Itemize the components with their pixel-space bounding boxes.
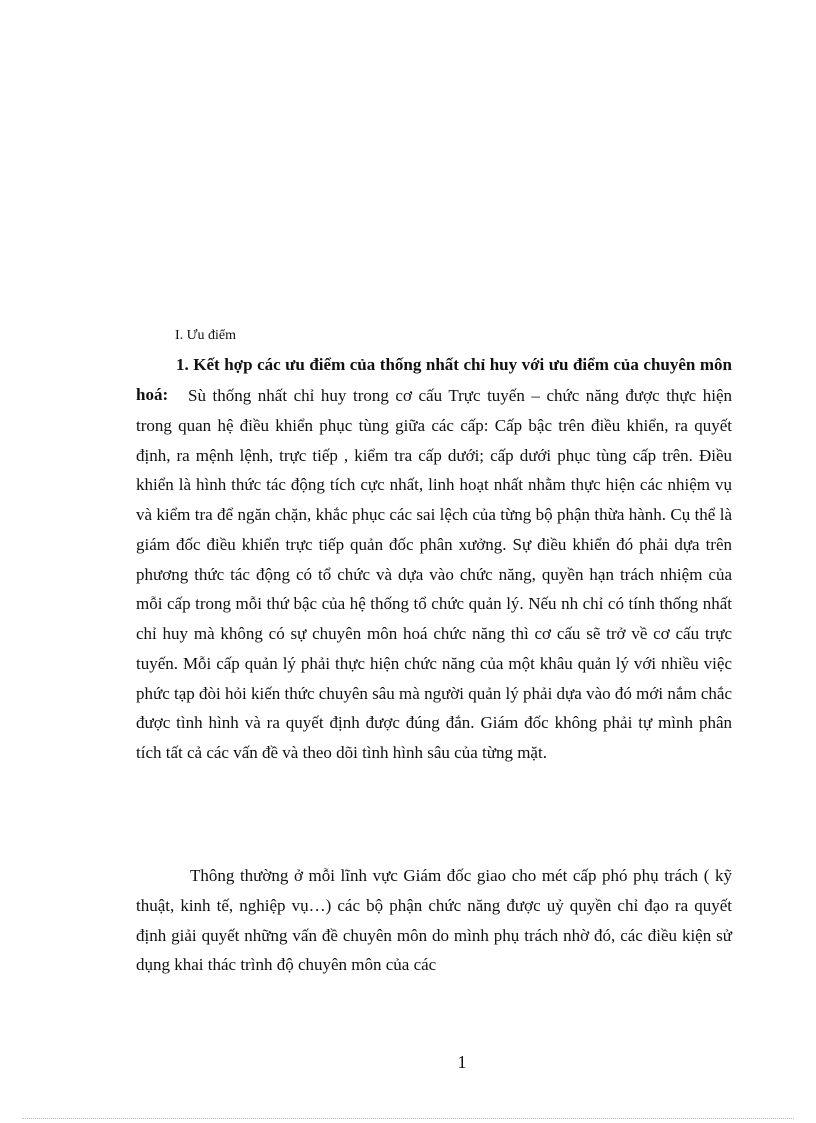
page-number: 1 (457, 1052, 467, 1072)
section-title: I. Ưu điểm (175, 328, 237, 343)
paragraph-1: Sù thống nhất chỉ huy trong cơ cấu Trực tuyến – chức năng được thực hiện trong quan hệ điều khiển phục tùng giữa các cấp: Cấp bậc trên điều khiển, ra quyết định, ra mệnh lệnh, trực tiếp , kiểm tra cấp dưới; cấp dưới phục tùng cấp trên. Điều khiển là hình thức tác động tích cực nhất, linh hoạt nhất nhằm thực hiện các nhiệm vụ và kiểm tra để ngăn chặn, khắc phục các sai lệch của từng bộ phận thừa hành. Cụ thể là giám đốc điều khiển trực tiếp quản đốc phân xưởng. Sự điều khiển đó phải dựa trên phương thức tác động có tổ chức và dựa vào chức năng, quyền hạn trách nhiệm của mỗi cấp trong mỗi thứ bậc của hệ thống tổ chức quản lý. Nếu nh chỉ có tính thống nhất chỉ huy mà không có sự chuyên môn hoá chức năng thì cơ cấu sẽ trở về cơ cấu trực tuyến. Mỗi cấp quản lý phải thực hiện chức năng của một khâu quản lý với nhiều việc phức tạp đòi hỏi kiến thức chuyên sâu mà người quản lý phải dựa vào đó mới nắm chắc được tình hình và ra quyết định được đúng đắn. Giám đốc không phải tự mình phân tích tất cả các vấn đề và theo dõi tình hình sâu của từng mặt. (136, 386, 732, 762)
subsection-heading: 1. Kết hợp các ưu điểm của thống nhất chỉ huy với ưu điểm của chuyên môn hoá: (136, 355, 732, 404)
page-bottom-divider (22, 1118, 794, 1119)
paragraph-2: Thông thường ở mỗi lĩnh vực Giám đốc giao cho mét cấp phó phụ trách ( kỹ thuật, kinh tế, nghiệp vụ…) các bộ phận chức năng được uỷ quyền chỉ đạo ra quyết định giải quyết những vấn đề chuyên môn do mình phụ trách nhờ đó, các điều kiện sử dụng khai thác trình độ chuyên môn của các (136, 866, 732, 975)
